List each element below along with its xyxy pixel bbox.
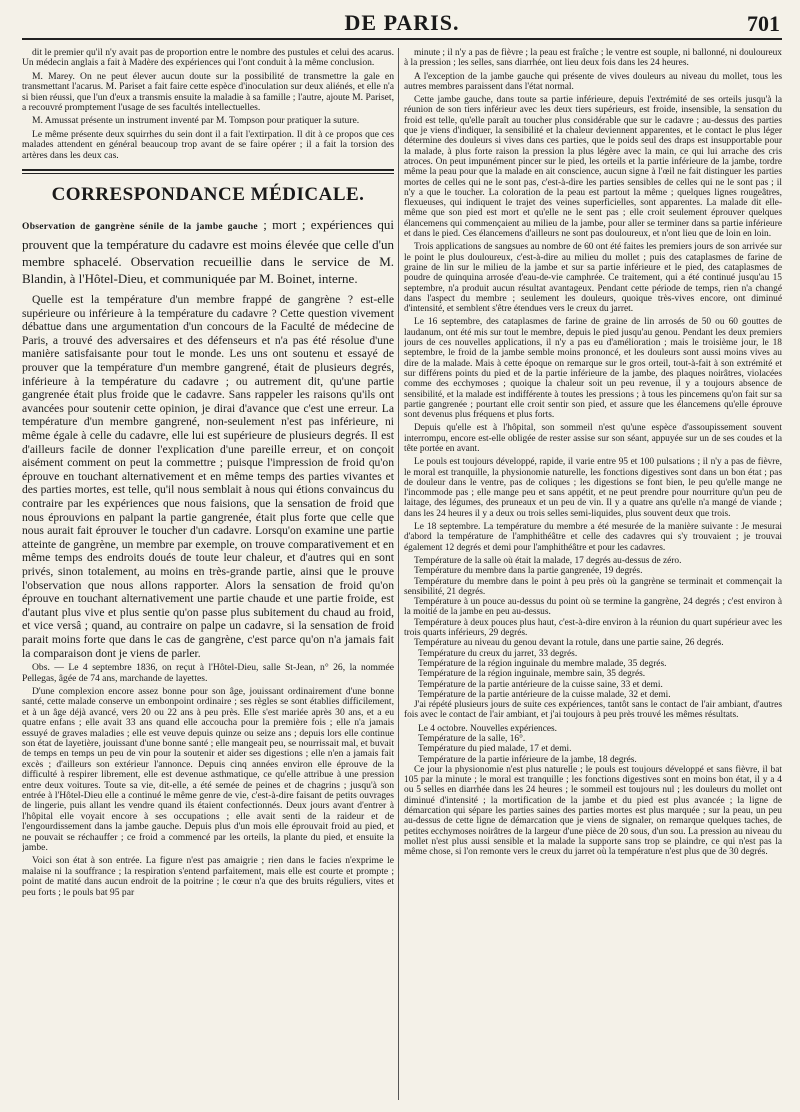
temperature-list-1 — [404, 556, 782, 649]
report-paragraph: M. Amussat présente un instrument inventé par M. Tompson pour pratiquer la suture. — [32, 115, 360, 127]
narrative-paragraph: Depuis qu'elle est à l'hôpital, son sommeil n'est qu'une espèce d'assoupissement souvent interrompu, encore est-elle obligée de rester assise sur son séant, appuyée sur un de ses coudes et la tête portée en avant. — [404, 423, 782, 454]
report-paragraph: dit le premier qu'il n'y avait pas de proportion entre le nombre des pustules et celui des acarus. Un médecin anglais a fait à Madère des expériences qui l'ont conduit à la même conclusion. — [22, 48, 394, 69]
left-column — [22, 48, 394, 1100]
right-column — [404, 48, 782, 1100]
newspaper-page — [22, 8, 782, 1104]
observation-title-rest: ; mort ; expériences qui prouvent que la température du cadavre est moins élevée que celle d'un membre sphacelé. Observation recueillie dans le service de M. Blandin, à l'Hôtel-Dieu, et communiquée par M. Boinet, interne. — [22, 217, 394, 287]
repeated-experiments-note: J'ai répété plusieurs jours de suite ces expériences, tantôt sans le contact de l'air ambiant, d'autres fois avec le contact de l'air ambiant, et j'ai toujours à peu près trouvé les mêmes résultats. — [404, 700, 782, 721]
running-title: DE PARIS. — [344, 10, 460, 35]
section-title: CORRESPONDANCE MÉDICALE. — [51, 184, 365, 206]
temperature-line: Température à deux pouces plus haut, c'est-à-dire environ à la réunion du quart supérieur avec les trois quarts inférieurs, 29 degrés. — [404, 617, 782, 639]
column-divider — [398, 48, 399, 1100]
temperature-line: Température du membre dans la partie gangrenée, 19 degrés. — [414, 566, 643, 577]
page-number: 701 — [747, 11, 780, 36]
temperature-line: Température de la région inguinale, membre sain, 35 degrés. — [418, 669, 646, 680]
report-paragraph: Le même présente deux squirrhes du sein dont il a fait l'extirpation. Il dit à ce propos que ces malades attendent en général beaucoup trop avant de se faire opérer ; il a fait la torsion des artères dans les deux cas. — [22, 128, 394, 161]
clinical-narrative — [404, 48, 782, 553]
temperature-line: Température du pied malade, 17 et demi. — [418, 744, 572, 755]
temperature-line: Température au niveau du genou devant la rotule, dans une partie saine, 26 degrés. — [414, 638, 724, 649]
temperature-list-2 — [404, 649, 782, 700]
temperature-line: Température de la partie antérieure de la cuisse saine, 33 et demi. — [418, 679, 663, 690]
narrative-paragraph: Le pouls est toujours développé, rapide, il varie entre 95 et 100 pulsations ; il n'y a pas de fièvre, le moral est tranquille, la physionomie naturelle, les fonctions digestives sont dans un bon état ; pas de douleur dans le ventre, pas de coliques ; les digestions se font bien, le peu qu'elle mange ne l'incommode pas ; elle mange peu et sans appétit, et ne peut prendre pour nourriture qu'un peu de laitage, des légumes, des pruneaux et un peu de vin. Il y a quatre ans qu'elle n'a mangé de viande ; dans les 24 heures il y a deux ou trois selles semi-liquides, plus souvent deux que trois. — [404, 457, 782, 519]
temperature-line: Température de la partie inférieure de la jambe, 18 degrés. — [418, 754, 637, 765]
narrative-paragraph: minute ; il n'y a pas de fièvre ; la peau est fraîche ; le ventre est souple, ni ballonné, ni douloureux à la pression ; les selles, sans diarrhée, ont lieu deux fois dans les 24 heures. — [404, 48, 782, 69]
case-paragraph: Obs. — Le 4 septembre 1836, on reçut à l'Hôtel-Dieu, salle St-Jean, n° 26, la nommée Pellegas, âgée de 74 ans, marchande de layettes. — [22, 662, 394, 684]
text-columns — [22, 48, 782, 1100]
observation-title-lead: Observation de gangrène sénile de la jambe gauche — [22, 222, 258, 233]
temperature-line: Température de la salle où était la malade, 17 degrés au-dessus de zéro. — [414, 555, 682, 566]
intro-paragraph: Quelle est la température d'un membre frappé de gangrène ? est-elle supérieure ou inférieure à la température du cadavre ? Cette question vivement débattue dans une argumentation d'un concours de la Faculté de médecine de Paris, a trouvé des adversaires et des défenseurs et n'a pas été résolue d'une manière satisfaisante pour tout le monde. Les uns ont soutenu et essayé de prouver que la température d'un membre gangrené, était de plusieurs degrés, inférieure à la température du cadavre ; ou autrement dit, qu'une partie gangrenée était plus froide que le cadavre. Sans rappeler les raisons qu'ils ont avancées pour soutenir cette opinion, je dirai d'avance que c'est une erreur. La température d'un membre gangrené, non-seulement n'est pas inférieure, ni même égale à celle du cadavre, elle lui est supérieure de plusieurs degrés. Il est d'ailleurs facile de donner l'explication d'une pareille erreur, et on conçoit aisément comment on peut la commettre ; puisque l'impression de froid qu'on éprouve en touchant alternativement et en même temps des parties vivantes et des parties mortes, est telle, qu'il nous semblait à nous qui étions convaincus du contraire par les expériences que nous faisions, que la sensation de froid que nous éprouvions en palpant la partie gangrenée, était plus forte que celle que nous aurait fait éprouver le toucher d'un cadavre. Lorsqu'on examine une partie atteinte de gangrène, un membre par exemple, on trouve comparativement et en même temps des endroits doués de toute leur chaleur, et d'autres qui en sont privés, sinon totalement, au moins en très-grande partie, ainsi que le prouve l'observation que nous allons rapporter. Alors la sensation de froid qu'on éprouve en touchant alternativement une partie chaude et une partie froide, est d'autant plus vive et plus sentie qu'on passe plus subitement du chaud au froid, et vice versâ ; quand, au contraire on palpe un cadavre, si la sensation de froid parait moins forte que dans le cas de gangrène, c'est parce qu'on n'a jamais fait la comparaison dont je viens de parler. — [22, 293, 394, 660]
observation-case — [22, 663, 394, 898]
temperature-line: Température du creux du jarret, 33 degrés. — [418, 648, 578, 659]
page-header — [22, 8, 782, 40]
narrative-paragraph: Cette jambe gauche, dans toute sa partie inférieure, depuis l'extrémité de ses orteils jusqu'à la réunion de son tiers inférieur avec les deux tiers supérieurs, est froide, insensible, la sensation du froid est telle, qu'elle paraît au toucher plus considérable que sur le cadavre ; au-dessus des parties que je viens d'indiquer, la sensibilité et la chaleur deviennent apparentes, et le contact le plus léger détermine des douleurs si vives dans ces parties, que le poids seul des draps est insupportable pour la malade, à plus forte raison la pression la plus légère avec la main, ce qui lui arrache des cris atroces. On peut impunément pincer sur le pied, les orteils et la partie inférieure de la jambe, tordre même la peau pour que la malade en ait conscience, aucun signe à l'œil ne fait distinguer les parties mortes de celles qui ne le sont pas, c'est-à-dire les parties sensibles de celles qui ne le sont pas ; il n'y a que le toucher. La coloration de la peau est partout la même ; quelques lignes rougeâtres, flexueuses, qui indiquent le trajet des veines superficielles, sont apparentes. La malade dit elle-même que son pied est mort et qu'elle ne le sent pas ; elle croit seulement éprouver quelques élancemens qui commençaient au milieu de la jambe, pour aller se terminer dans sa partie inférieure et dans le pied. Ces élancemens d'ailleurs ne sont pas douloureux, et n'ont lieu que de loin en loin. — [404, 95, 782, 240]
observation-title — [22, 216, 394, 287]
narrative-paragraph: Le 16 septembre, des cataplasmes de farine de graine de lin arrosés de 50 ou 60 gouttes de laudanum, ont été mis sur tout le membre, depuis le pied jusqu'au genou. Pendant les deux premiers jours de ces nouvelles applications, il n'y a pas eu d'amélioration ; mais le troisième jour, le 18 septembre, le froid de la jambe semble moins prononcé, et les douleurs sont aussi moins vives au dire de la malade. Mais à cette époque on remarque sur le gros orteil, tout-à-fait à son extrémité et sur différens points du pied et de la partie inférieure de la jambe, des plaques noirâtres, violacées comme des ecchymoses ; quoique la chaleur soit un peu revenue, il y a toujours absence de sensibilité, et la malade est indifférente à toutes les pressions ; à tous les pincemens qu'on fait sur sa partie gangrenée ; pourtant elle croit sentir son pied, et assure que les élancemens qu'elle éprouve sont devenus plus fréquens et plus forts. — [404, 317, 782, 421]
temperature-line: Température de la partie antérieure de la cuisse malade, 32 et demi. — [418, 689, 671, 700]
report-paragraph: M. Marey. On ne peut élever aucun doute sur la possibilité de transmettre la gale en transmettant l'acarus. M. Pariset a fait faire cette espèce d'inoculation sur deux aliénés, et elle n'a si bien réussi, que l'un d'eux a transmis ensuite la maladie à sa famille ; l'autre, ajoute M. Pariset, a recouvré promptement l'usage de ses facultés intellectuelles. — [22, 70, 394, 114]
temperature-line: Température à un pouce au-dessus du point où se termine la gangrène, 24 degrés ; c'est environ à la moitié de la jambe en peu au-dessus. — [404, 597, 782, 618]
section-rule — [22, 169, 394, 171]
temperature-line: Température du membre dans le point à peu près où la gangrène se terminait et commençait la sensibilité, 21 degrés. — [404, 576, 782, 597]
narrative-paragraph: Trois applications de sangsues au nombre de 60 ont été faites les premiers jours de son arrivée sur le point le plus douloureux, c'est-à-dire au milieu du mollet ; puis des cataplasmes de farine de graine de lin sur le milieu de la jambe et sur sa partie inférieure et le pied, des cataplasmes de poudre de quinquina arrosée d'eau-de-vie camphrée. Ce traitement, qui a été continué jusqu'au 15 septembre, n'a produit aucun résultat avantageux. Pendant cette période de temps, rien n'a changé dans l'aspect du membre ; seulement les douleurs, quoique très-vives encore, ont diminué d'intensité, et semblent s'être étendues vers le creux du jarret. — [404, 242, 782, 315]
closing-paragraph: Ce jour la physionomie n'est plus naturelle ; le pouls est toujours développé et sans fièvre, il bat 105 par la minute ; le moral est tranquille ; les fonctions digestives sont en moins bon état, il y a 4 ou 5 selles en diarrhée dans les 24 heures ; le sommeil est toujours nul ; les douleurs du mollet ont diminué d'intensité ; la mortification de la jambe et du pied est plus avancée ; la ligne de démarcation qui sépare les parties saines des parties mortes est plus marquée ; sur la peau, un peu au-dessus de cette ligne de démarcation que je viens de signaler, on remarque quelques taches, de petites ecchymoses noirâtres de la largeur d'une pièce de 20 sous, d'un sou. La pression au niveau du mollet n'est plus aussi sensible et la malade la supporte sans trop se plaindre, ce qui n'est pas la même chose, si l'on remonte vers le creux du jarret où la température n'est plus que de 30 degrés. — [404, 764, 782, 858]
case-paragraph: D'une complexion encore assez bonne pour son âge, jouissant ordinairement d'une bonne santé, cette malade conserve un embonpoint ordinaire ; ses règles se sont établies difficilement, et à un âge déjà avancé, vers 20 ou 22 ans à peu près. Elle s'est mariée après 30 ans, et a eu quatre enfans ; elle avait 33 ans quand elle accoucha pour la première fois ; elle n'a jamais essuyé de graves maladies ; elle est veuve depuis quinze ou seize ans ; depuis lors elle continue son état de layetière, jouissant d'une bonne santé ; elle mangeait peu, se nourrissait mal, et buvait de temps en temps un peu de vin pour la soutenir et aider ses digestions ; elle n'en a jamais fait excès ; d'ailleurs son extérieur l'annonce. Depuis cinq années environ elle éprouve de la difficulté à respirer librement, elle est devenue asthmatique, ce qu'elle attribue à une pression entre deux voitures. Toute sa vie, dit-elle, a été semée de peines et de chagrins ; jusqu'à son entrée à l'Hôtel-Dieu elle a continué le même genre de vie, c'est-à-dire faisant de petits ouvrages de lingerie, puis allant les vendre quand ils étaient confectionnés. Deux jours avant d'entrer à l'hôpital elle voyait encore à ses occupations ; elle avait senti de la raideur et de l'engourdissement dans la jambe gauche. Depuis plus d'un mois elle éprouvait froid au pied, et ne pouvait se réchauffer ; ce froid a commencé par les orteils, la plante du pied, et ensuite la jambe. — [22, 685, 394, 853]
temperature-list-3 — [404, 724, 782, 765]
narrative-paragraph: Le 18 septembre. La température du membre a été mesurée de la manière suivante : Je mesurai d'abord la température de l'amphithéâtre et celle des cadavres qui s'y trouvaient ; je trouvai également 12 degrés et demi pour l'amphithéâtre et pour les cadavres. — [404, 522, 782, 553]
section-rule-thin — [22, 173, 394, 174]
narrative-paragraph: A l'exception de la jambe gauche qui présente de vives douleurs au niveau du mollet, tous les autres membres paraissent dans l'état normal. — [404, 71, 782, 92]
temperature-line: Le 4 octobre. Nouvelles expériences. — [418, 723, 558, 734]
temperature-line: Température de la salle, 16°. — [418, 734, 526, 744]
article-intro — [22, 293, 394, 660]
case-paragraph: Voici son état à son entrée. La figure n'est pas amaigrie ; rien dans le facies n'exprime le malaise ni la souffrance ; la respiration s'entend parfaitement, mais elle est courte et prompte ; point de matité dans aucun endroit de la poitrine ; le cœur n'a que des bruits réguliers, vites et peu forts ; le pouls bat 95 par — [22, 855, 394, 898]
temperature-line: Température de la région inguinale du membre malade, 35 degrés. — [418, 658, 667, 669]
society-report — [22, 48, 394, 161]
